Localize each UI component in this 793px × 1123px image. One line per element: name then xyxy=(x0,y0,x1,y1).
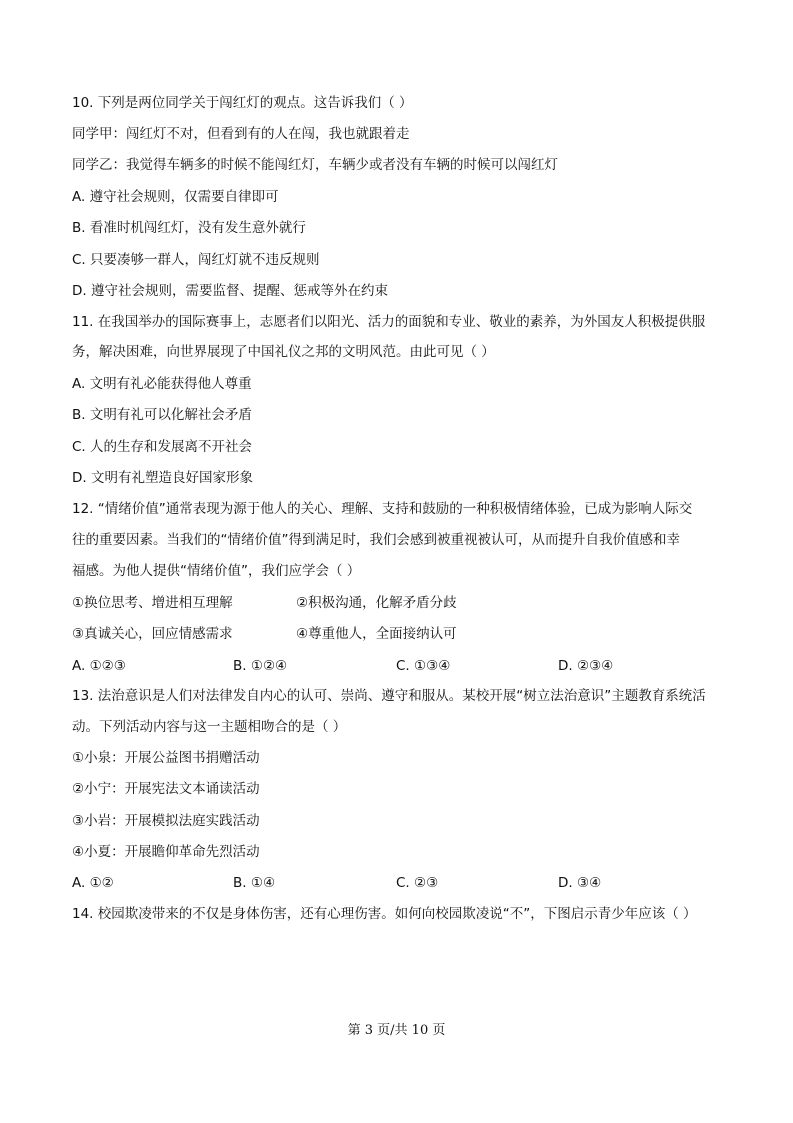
q10-student-b: 同学乙：我觉得车辆多的时候不能闯红灯，车辆少或者没有车辆的时候可以闯红灯 xyxy=(72,157,558,173)
q11-stem-line2: 务，解决困难，向世界展现了中国礼仪之邦的文明风范。由此可见（ ） xyxy=(72,344,495,360)
q12-item-2: ②积极沟通，化解矛盾分歧 xyxy=(296,595,457,611)
q13-item-4: ④小夏：开展瞻仰革命先烈活动 xyxy=(72,844,260,860)
q12-stem-line1: 12. “情绪价值”通常表现为源于他人的关心、理解、支持和鼓励的一种积极情绪体验，已成为影响人际交 xyxy=(72,501,693,517)
q11-option-c: C. 人的生存和发展离不开社会 xyxy=(72,439,253,455)
q14-stem: 14. 校园欺凌带来的不仅是身体伤害，还有心理伤害。如何向校园欺凌说“不”，下图启示青少年应该（ ） xyxy=(72,906,697,922)
q10-student-a: 同学甲：闯红灯不对，但看到有的人在闯，我也就跟着走 xyxy=(72,126,410,142)
q12-item-1: ①换位思考、增进相互理解 xyxy=(72,595,233,611)
q10-option-b: B. 看准时机闯红灯，没有发生意外就行 xyxy=(72,220,306,236)
q12-option-d: D. ②③④ xyxy=(558,658,614,674)
q10-option-d: D. 遵守社会规则，需要监督、提醒、惩戒等外在约束 xyxy=(72,283,388,299)
q13-option-c: C. ②③ xyxy=(396,875,439,891)
q13-option-d: D. ③④ xyxy=(558,875,602,891)
q13-stem-line2: 动。下列活动内容与这一主题相吻合的是（ ） xyxy=(72,719,347,735)
q12-option-a: A. ①②③ xyxy=(72,658,126,674)
q12-stem-line2: 往的重要因素。当我们的“情绪价值”得到满足时，我们会感到被重视被认可，从而提升自我价值感和幸 xyxy=(72,532,680,548)
q11-option-a: A. 文明有礼必能获得他人尊重 xyxy=(72,376,252,392)
q12-item-3: ③真诚关心，回应情感需求 xyxy=(72,626,233,642)
q13-item-2: ②小宁：开展宪法文本诵读活动 xyxy=(72,781,260,797)
q13-item-1: ①小泉：开展公益图书捐赠活动 xyxy=(72,750,260,766)
q13-stem-line1: 13. 法治意识是人们对法律发自内心的认可、崇尚、遵守和服从。某校开展“树立法治意识”主题教育系统活 xyxy=(72,688,706,704)
q13-option-b: B. ①④ xyxy=(233,875,276,891)
q10-stem: 10. 下列是两位同学关于闯红灯的观点。这告诉我们（ ） xyxy=(72,95,413,111)
q12-stem-line3: 福感。为他人提供“情绪价值”，我们应学会（ ） xyxy=(72,563,361,579)
q12-option-b: B. ①②④ xyxy=(233,658,288,674)
q10-option-c: C. 只要凑够一群人，闯红灯就不违反规则 xyxy=(72,252,320,268)
q12-option-c: C. ①③④ xyxy=(396,658,451,674)
q12-item-4: ④尊重他人，全面接纳认可 xyxy=(296,626,457,642)
q10-option-a: A. 遵守社会规则，仅需要自律即可 xyxy=(72,189,279,205)
q11-option-d: D. 文明有礼塑造良好国家形象 xyxy=(72,470,253,486)
q11-stem-line1: 11. 在我国举办的国际赛事上，志愿者们以阳光、活力的面貌和专业、敬业的素养，为外国友人积极提供服 xyxy=(72,314,706,330)
q13-item-3: ③小岩：开展模拟法庭实践活动 xyxy=(72,813,260,829)
page-number: 第 3 页/共 10 页 xyxy=(347,1023,446,1038)
q11-option-b: B. 文明有礼可以化解社会矛盾 xyxy=(72,407,252,423)
q13-option-a: A. ①② xyxy=(72,875,114,891)
